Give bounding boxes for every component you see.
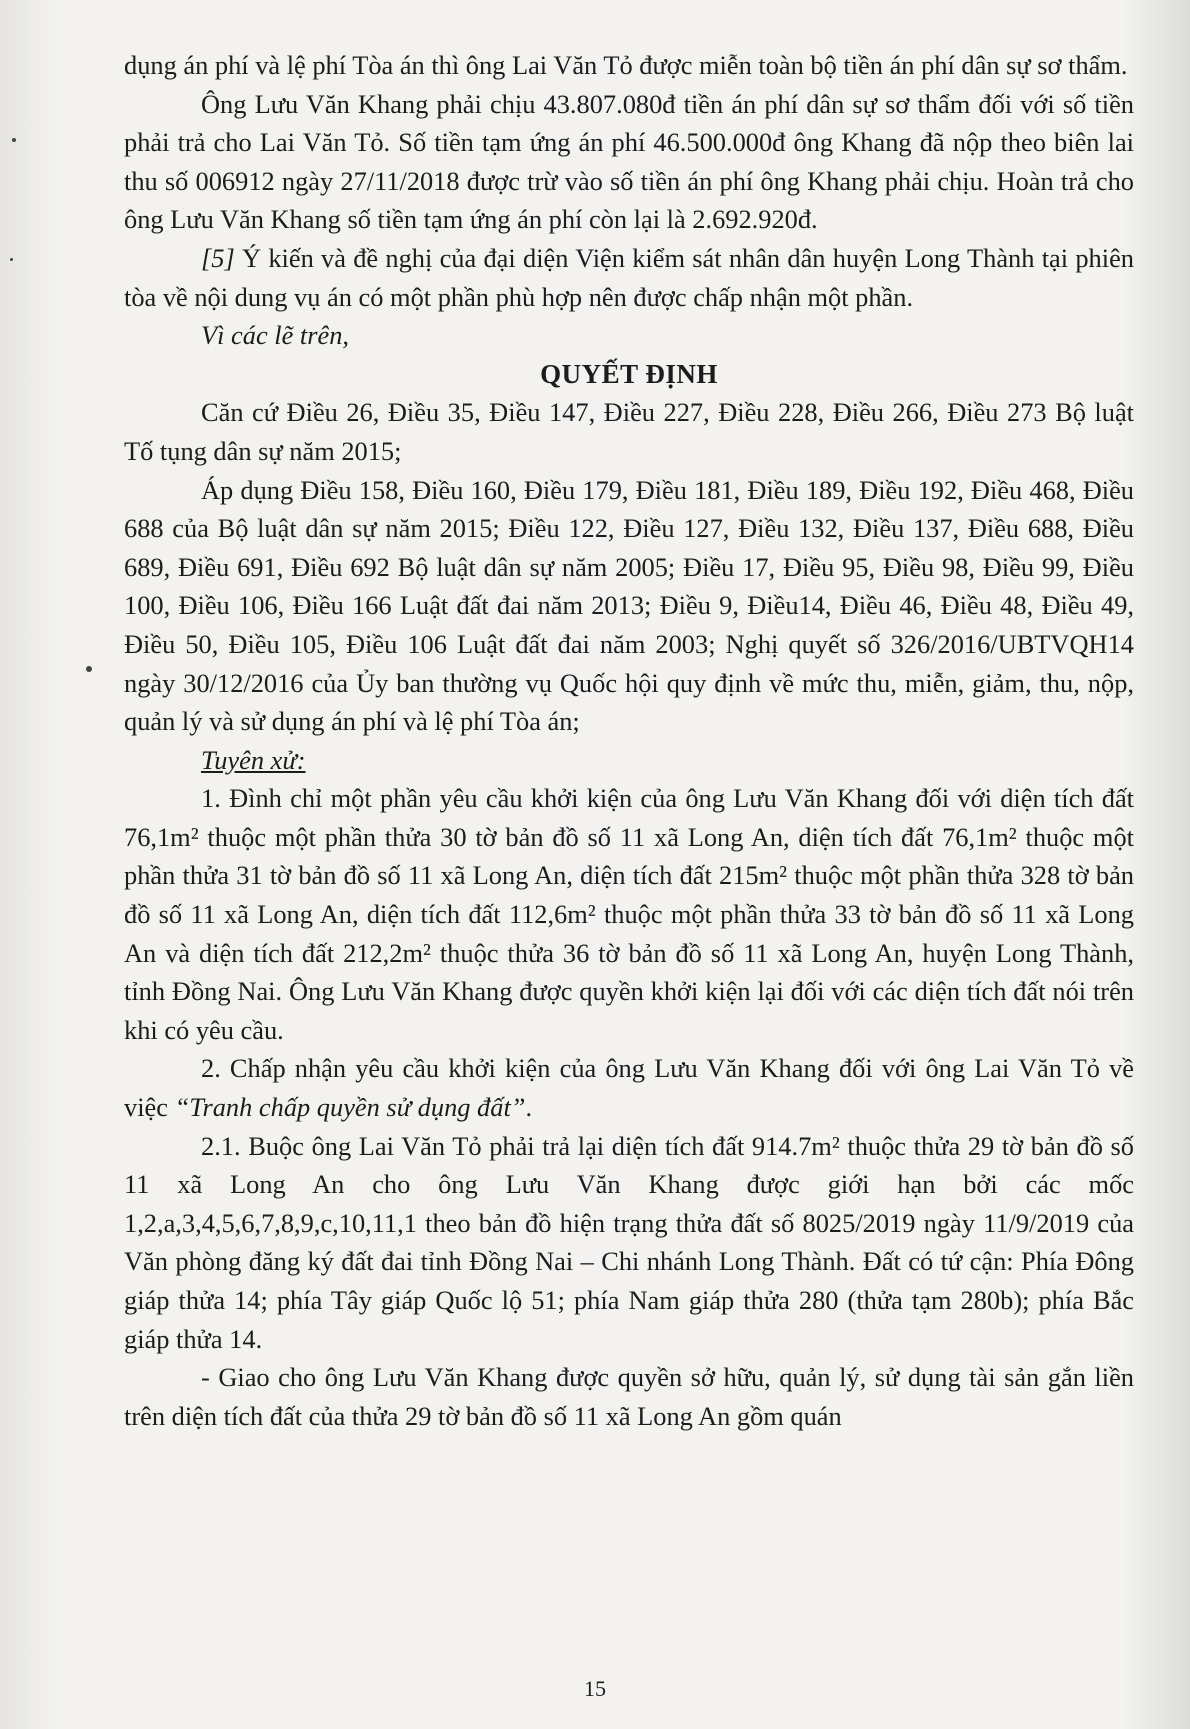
paragraph-reasons [124,316,1134,355]
scan-speck [10,258,13,261]
paragraph-item-2 [124,1049,1134,1126]
reasons-text: Vì các lẽ trên, [201,320,350,351]
paragraph-legal-basis: Căn cứ Điều 26, Điều 35, Điều 147, Điều 227, Điều 228, Điều 266, Điều 273 Bộ luật Tố tụng dân sự năm 2015; [124,397,1134,466]
dispute-title: “Tranh chấp quyền sử dụng đất” [174,1092,526,1123]
decision-heading: QUYẾT ĐỊNH [540,358,718,389]
paragraph-procuracy-opinion [124,239,1134,316]
paragraph-applied-laws: Áp dụng Điều 158, Điều 160, Điều 179, Điều 181, Điều 189, Điều 192, Điều 468, Điều 688 của Bộ luật dân sự năm 2015; Điều 122, Điều 127, Điều 132, Điều 137, Điều 688, Điều 689, Điều 691, Điều 692 Bộ luật dân sự năm 2005; Điều 17, Điều 95, Điều 98, Điều 99, Điều 100, Điều 106, Điều 166 Luật đất đai năm 2013; Điều 9, Điều14, Điều 46, Điều 48, Điều 49, Điều 50, Điều 105, Điều 106 Luật đất đai năm 2003; Nghị quyết số 326/2016/UBTVQH14 ngày 30/12/2016 của Ủy ban thường vụ Quốc hội quy định về mức thu, miễn, giảm, thu, nộp, quản lý và sử dụng án phí và lệ phí Tòa án; [124,474,1134,737]
paragraph-fee-exemption: dụng án phí và lệ phí Tòa án thì ông Lai Văn Tỏ được miễn toàn bộ tiền án phí dân sự sơ thẩm. [124,50,1128,80]
verdict-label: Tuyên xử: [201,744,306,775]
paragraph-verdict-label [124,741,1134,780]
paragraph-item-2-1: 2.1. Buộc ông Lai Văn Tỏ phải trả lại diện tích đất 914.7m² thuộc thửa 29 tờ bản đồ số 11 xã Long An cho ông Lưu Văn Khang được giới hạn bởi các mốc 1,2,a,3,4,5,6,7,8,9,c,10,11,1 theo bản đồ hiện trạng thửa đất số 8025/2019 ngày 11/9/2019 của Văn phòng đăng ký đất đai tỉnh Đồng Nai – Chi nhánh Long Thành. Đất có tứ cận: Phía Đông giáp thửa 14; phía Tây giáp Quốc lộ 51; phía Nam giáp thửa 280 (thửa tạm 280b); phía Bắc giáp thửa 14. [124,1130,1134,1354]
paragraph-item-1: 1. Đình chỉ một phần yêu cầu khởi kiện của ông Lưu Văn Khang đối với diện tích đất 76,1m² thuộc một phần thửa 30 tờ bản đồ số 11 xã Long An, diện tích đất 76,1m² thuộc một phần thửa 31 tờ bản đồ số 11 xã Long An, diện tích đất 215m² thuộc một phần thửa 328 tờ bản đồ số 11 xã Long An, diện tích đất 112,6m² thuộc một phần thửa 33 tờ bản đồ số 11 xã Long An và diện tích đất 212,2m² thuộc thửa 36 tờ bản đồ số 11 xã Long An, huyện Long Thành, tỉnh Đồng Nai. Ông Lưu Văn Khang được quyền khởi kiện lại đối với các diện tích đất nói trên khi có yêu cầu. [124,783,1134,1045]
scan-speck [12,138,16,142]
paragraph-asset-assignment: - Giao cho ông Lưu Văn Khang được quyền sở hữu, quản lý, sử dụng tài sản gắn liền trên diện tích đất của thửa 29 tờ bản đồ số 11 xã Long An gồm quán [124,1362,1134,1431]
paragraph-procuracy-text: Ý kiến và đề nghị của đại diện Viện kiểm sát nhân dân huyện Long Thành tại phiên tòa về nội dung vụ án có một phần phù hợp nên được chấp nhận một phần. [124,242,1134,312]
scan-speck [86,666,92,672]
item-2-end: . [525,1092,533,1123]
paragraph-court-fee: Ông Lưu Văn Khang phải chịu 43.807.080đ tiền án phí dân sự sơ thẩm đối với số tiền phải trả cho Lai Văn Tỏ. Số tiền tạm ứng án phí 46.500.000đ ông Khang đã nộp theo biên lai thu số 006912 ngày 27/11/2018 được trừ vào số tiền án phí ông Khang phải chịu. Hoàn trả cho ông Lưu Văn Khang số tiền tạm ứng án phí còn lại là 2.692.920đ. [124,88,1134,235]
item-2-text: 2. Chấp nhận yêu cầu khởi kiện của ông Lưu Văn Khang đối với ông Lai Văn Tỏ về việc [124,1053,1134,1123]
page-number: 15 [584,1676,606,1701]
section-number: [5] [201,242,235,273]
document-body [124,46,1134,1435]
